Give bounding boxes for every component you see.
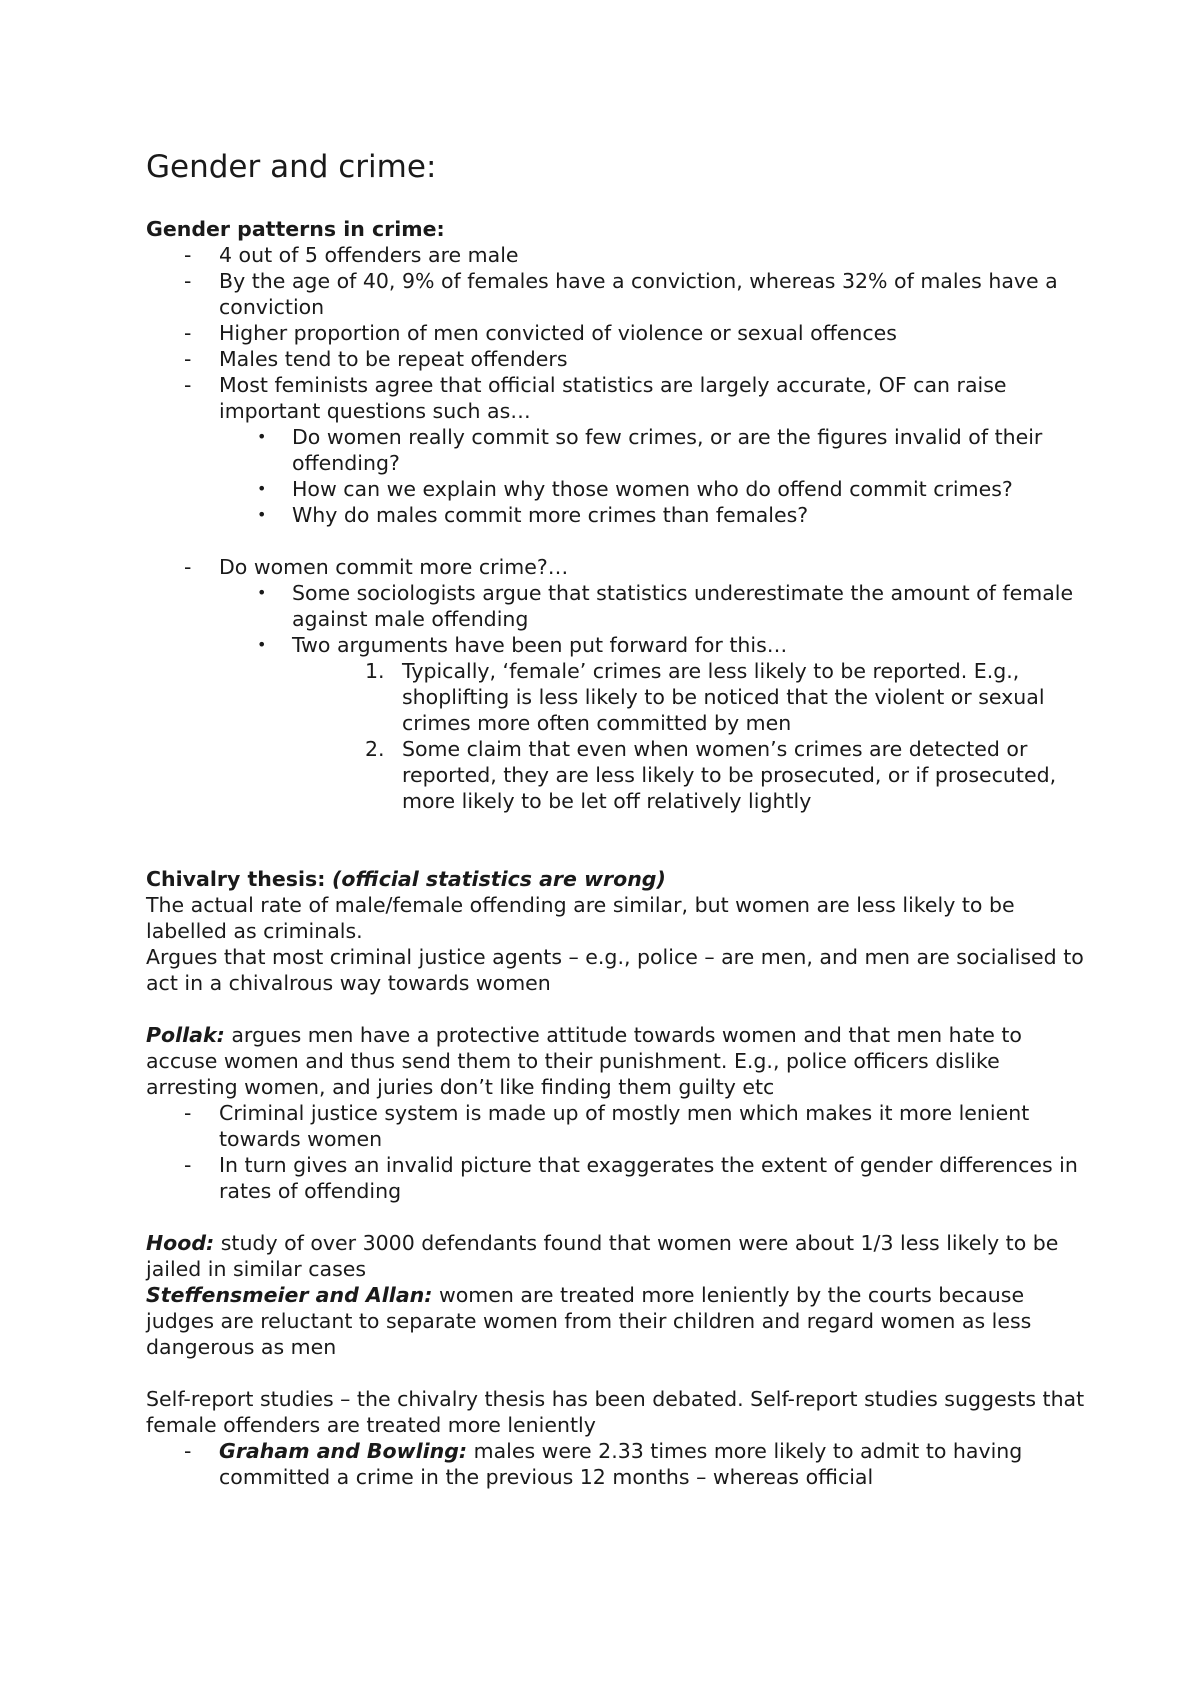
list-item: - 4 out of 5 offenders are male (184, 243, 519, 267)
pollak-para: Pollak: argues men have a protective attitude towards women and that men hate to accuse women and thus send them to their punishment. E.g., police officers dislike arresting women, and juries don’t like finding them guilty etc (146, 1023, 1022, 1099)
list-item: - In turn gives an invalid picture that exaggerates the extent of gender differences in rates of offending (184, 1153, 1078, 1203)
self-report-para: Self-report studies – the chivalry thesis has been debated. Self-report studies suggests that female offenders are treated more leniently (146, 1387, 1085, 1437)
pollak-list (146, 1100, 1086, 1204)
list-item: • Do women really commit so few crimes, or are the figures invalid of their offending? (257, 425, 1043, 475)
list-item: - Most feminists agree that official statistics are largely accurate, OF can raise important questions such as… • Do women really commit so few crimes, or are the figures invalid of their offending? • How can we explain why those women who do offend commit crimes? • Why do males commit more crimes than females? (146, 372, 1086, 528)
list-item: - Higher proportion of men convicted of violence or sexual offences (184, 321, 897, 345)
document-content (146, 148, 1086, 1490)
page-title: Gender and crime: (146, 149, 437, 185)
list-item: - Criminal justice system is made up of mostly men which makes it more lenient towards women (184, 1101, 1030, 1151)
more-crime-list (146, 554, 1086, 814)
chivalry-heading: Chivalry thesis: (official statistics are wrong) (146, 867, 666, 891)
list-item: - Do women commit more crime?… • Some sociologists argue that statistics underestimate the amount of female against male offending • Two arguments have been put forward for this… 1. Typically, ‘female’ crimes are less likely to be reported. E.g., shoplifting is less likely to be noticed that the violent or sexual crimes more often committed by men 2. Some claim that even when women’s crimes are detected or reported, they are less likely to be prosecuted, or if prosecuted, more likely to be let off relatively lightly (146, 554, 1086, 814)
arguments-list (292, 658, 1086, 814)
list-item: • Some sociologists argue that statistics underestimate the amount of female against male offending (257, 581, 1074, 631)
more-crime-points (219, 580, 1086, 814)
hood-para: Hood: study of over 3000 defendants found that women were about 1/3 less likely to be jailed in similar cases (146, 1231, 1059, 1281)
list-item: - Males tend to be repeat offenders (184, 347, 568, 371)
list-item: • How can we explain why those women who do offend commit crimes? (257, 477, 1013, 501)
self-report-list (146, 1438, 1086, 1490)
list-item: 1. Typically, ‘female’ crimes are less likely to be reported. E.g., shoplifting is less likely to be noticed that the violent or sexual crimes more often committed by men (365, 659, 1045, 735)
patterns-heading: Gender patterns in crime: (146, 217, 445, 241)
questions-list (219, 424, 1086, 528)
list-item: • Two arguments have been put forward for this… 1. Typically, ‘female’ crimes are less likely to be reported. E.g., shoplifting is less likely to be noticed that the violent or sexual crimes more often committed by men 2. Some claim that even when women’s crimes are detected or reported, they are less likely to be prosecuted, or if prosecuted, more likely to be let off relatively lightly (219, 632, 1086, 814)
chivalry-para-2: Argues that most criminal justice agents – e.g., police – are men, and men are socialised to act in a chivalrous way towards women (146, 945, 1084, 995)
chivalry-para-1: The actual rate of male/female offending are similar, but women are less likely to be labelled as criminals. (146, 893, 1015, 943)
list-item: • Why do males commit more crimes than females? (257, 503, 809, 527)
steffensmeier-para: Steffensmeier and Allan: women are treated more leniently by the courts because judges are reluctant to separate women from their children and regard women as less dangerous as men (146, 1283, 1032, 1359)
list-item: - By the age of 40, 9% of females have a conviction, whereas 32% of males have a conviction (184, 269, 1058, 319)
list-item: - Graham and Bowling: males were 2.33 times more likely to admit to having committed a crime in the previous 12 months – whereas official (184, 1439, 1023, 1489)
patterns-list (146, 242, 1086, 528)
list-item: 2. Some claim that even when women’s crimes are detected or reported, they are less likely to be prosecuted, or if prosecuted, more likely to be let off relatively lightly (365, 737, 1057, 813)
